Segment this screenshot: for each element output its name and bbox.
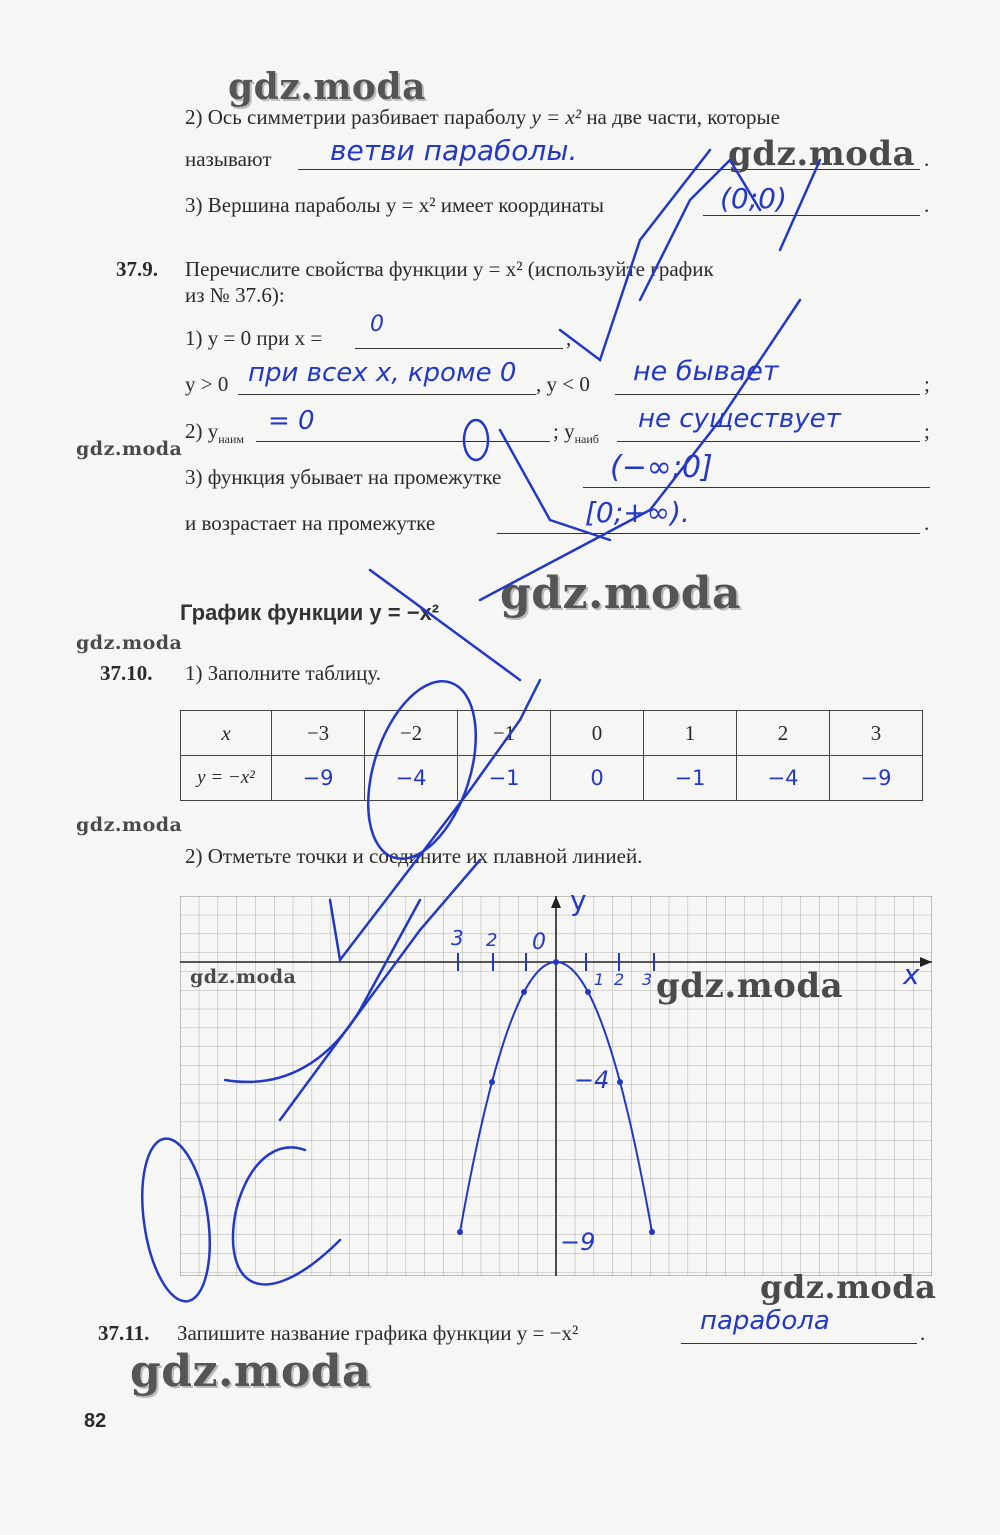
axis-label-y: y (570, 884, 587, 917)
table-cell-answer[interactable]: −4 (365, 756, 458, 801)
tick-label: 3 (642, 970, 653, 989)
page-number: 82 (84, 1410, 107, 1432)
semicolon: ; (924, 372, 930, 396)
table-cell-x: 0 (551, 711, 644, 756)
coordinate-grid[interactable] (180, 896, 932, 1276)
table-header-y: y = −x² (181, 756, 272, 801)
answer-neg[interactable]: не бывает (633, 356, 779, 387)
point-label-minus4: −4 (574, 1066, 610, 1094)
plotted-point (489, 1079, 495, 1085)
tick-label: 2 (486, 930, 498, 951)
watermark: gdz.moda (760, 1268, 937, 1306)
table-cell-answer[interactable]: −1 (458, 756, 551, 801)
plotted-point (521, 989, 527, 995)
task-3710-number: 37.10. (100, 661, 153, 685)
plotted-point (649, 1229, 655, 1235)
answer-line-neg (615, 393, 920, 395)
answer-decr[interactable]: (−∞;0] (610, 450, 713, 485)
table-cell-x: 2 (737, 711, 830, 756)
answer-vertex[interactable]: (0;0) (720, 182, 787, 215)
watermark: gdz.moda (130, 1346, 372, 1397)
task-3711-number: 37.11. (98, 1321, 150, 1345)
comma: , (566, 326, 572, 350)
item2-line1 (185, 104, 780, 130)
answer-line-decr (583, 486, 930, 488)
values-table (180, 710, 923, 801)
plotted-point (553, 959, 559, 965)
answer-incr[interactable]: [0;+∞). (585, 496, 690, 529)
task-3709-text: Перечислите свойства функции y = x² (используйте график (185, 257, 714, 281)
task-3710-text1: 1) Заполните таблицу. (185, 661, 381, 685)
answer-min[interactable]: = 0 (268, 406, 315, 436)
table-cell-answer[interactable]: −9 (830, 756, 923, 801)
tick-label: 2 (614, 970, 625, 989)
watermark: gdz.moda (228, 66, 426, 108)
answer-zero[interactable]: 0 (370, 312, 384, 337)
task-3709-number: 37.9. (116, 257, 158, 281)
answer-line-pos (238, 393, 536, 395)
section-heading: График функции y = −x² (180, 600, 440, 625)
table-cell-x: −1 (458, 711, 551, 756)
period: . (924, 193, 930, 217)
period: . (924, 147, 930, 171)
axis-label-x: x (903, 958, 920, 991)
table-cell-x: 3 (830, 711, 923, 756)
watermark: gdz.moda (728, 134, 916, 174)
item2-formula: y = x² (531, 105, 582, 129)
neg-label: , y < 0 (536, 372, 590, 396)
item2-called-label: называют (185, 147, 272, 171)
plotted-point (585, 989, 591, 995)
watermark: gdz.moda (190, 966, 297, 988)
table-cell-answer[interactable]: −1 (644, 756, 737, 801)
answer-line-min (256, 440, 550, 442)
answer-line-name (681, 1342, 917, 1344)
semicolon: ; (924, 419, 930, 443)
answer-line-incr (497, 532, 920, 534)
table-row (181, 756, 923, 801)
table-cell-answer[interactable]: −4 (737, 756, 830, 801)
plotted-point (457, 1229, 463, 1235)
table-cell-answer[interactable]: −9 (272, 756, 365, 801)
incr-label: и возрастает на промежутке (185, 511, 436, 535)
table-cell-answer[interactable]: 0 (551, 756, 644, 801)
table-cell-x: −3 (272, 711, 365, 756)
plotted-point (617, 1079, 623, 1085)
watermark: gdz.moda (76, 632, 183, 654)
item2-vertex-label: 3) Вершина параболы y = x² имеет координаты (185, 193, 604, 217)
answer-max[interactable]: не существует (638, 404, 841, 434)
min-label: 2) $y_{наим}$ (185, 419, 245, 447)
table-cell-x: 1 (644, 711, 737, 756)
table-cell-x: −2 (365, 711, 458, 756)
zero-label: 1) y = 0 при x = (185, 326, 323, 350)
point-label-minus9: −9 (560, 1228, 596, 1256)
watermark: gdz.moda (76, 814, 183, 836)
tick-label: 1 (594, 970, 605, 989)
table-row (181, 711, 923, 756)
item2-text2: на две части, которые (586, 105, 780, 129)
answer-line-max (617, 440, 920, 442)
period: . (924, 511, 930, 535)
watermark: gdz.moda (76, 438, 183, 460)
task-3709-text-cont: из № 37.6): (185, 283, 285, 307)
tick-label: 3 (451, 926, 464, 950)
answer-called[interactable]: ветви параболы. (330, 134, 578, 167)
period: . (920, 1321, 926, 1345)
table-header-x: x (181, 711, 272, 756)
watermark: gdz.moda (656, 966, 844, 1006)
pos-label: y > 0 (185, 372, 229, 396)
tick-label: 0 (532, 930, 546, 955)
max-label: ; $y_{наиб}$ (553, 419, 599, 447)
answer-name[interactable]: парабола (700, 1306, 830, 1336)
answer-pos[interactable]: при всех x, кроме 0 (248, 358, 517, 388)
task-3711-text: Запишите название графика функции y = −x² (177, 1321, 579, 1345)
task-3710-text2: 2) Отметьте точки и соедините их плавной линией. (185, 844, 643, 868)
answer-line-zero (355, 347, 563, 349)
watermark: gdz.moda (500, 568, 742, 619)
decr-label: 3) функция убывает на промежутке (185, 465, 502, 489)
item2-text1: 2) Ось симметрии разбивает параболу (185, 105, 527, 129)
